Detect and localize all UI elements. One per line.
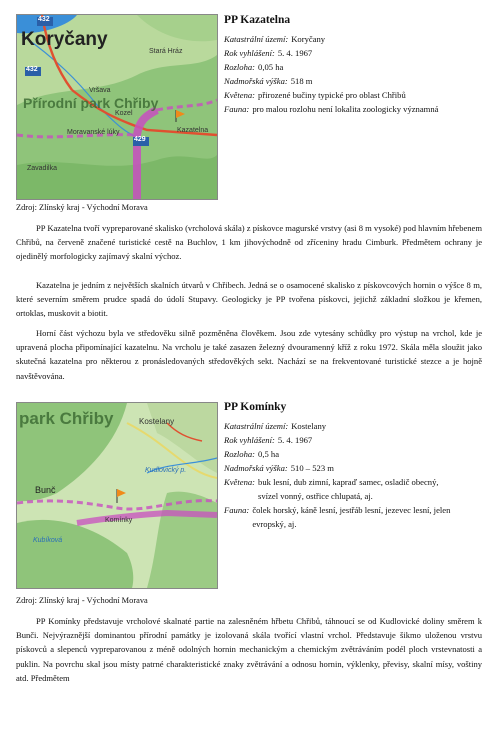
field-value: Koryčany: [291, 34, 326, 44]
field-value: čolek horský, káně lesní, jestřáb lesní, jezevec lesní, jelen evropský, aj.: [252, 505, 451, 529]
paragraph-kazatelna-2: Kazatelna je jedním z největších skalních útvarů v Chřibech. Jedná se o osamocené skalisko z pískovcových hornin o výšce 8 m, které severním směrem prudce spadá do údolí Stupavy. Geologicky je PP tvořena pískovci, jejichž základní složkou je křemen, ortoklas, muskovit a biotit.: [16, 280, 482, 319]
road-number: 429: [134, 136, 146, 143]
info-panel-kazatelna: [224, 14, 479, 116]
field-label: Katastrální území:: [224, 34, 289, 44]
field-value: Kostelany: [291, 421, 327, 431]
field-value: přirozené bučiny typické pro oblast Chřibů: [258, 90, 406, 100]
map-label-kominky: Komínky: [105, 517, 133, 524]
map-source-kazatelna: Zdroj: Zlínský kraj - Východní Morava: [16, 203, 148, 212]
field-value: 5. 4. 1967: [277, 435, 313, 445]
paragraph-kazatelna-1: PP Kazatelna tvoří vypreparované skalisko (vrcholová skála) z pískovce magurské vrstvy (asi 8 m vysoké) pod hlavním hřebenem Chřibů, na červeně značené turistické cestě na Buchlov, 1 km jihovýchodně od zříceniny hradu Cimburk. Předmětem ochrany je ojedinělý morfologicky zajímavý skalní výchoz.: [16, 223, 482, 262]
road-number: 432: [38, 16, 50, 23]
map-label-kozel: Kozel: [115, 110, 133, 117]
map-kominky: [16, 402, 218, 589]
map-label-moravanske: Moravanské lúky: [67, 129, 120, 136]
section-title-kazatelna: PP Kazatelna: [224, 14, 291, 26]
road-number: 432: [26, 66, 38, 73]
field-value: buk lesní, dub zimní, kapraď samec, osladič obecný, svízel vonný, ostřice chlupatá, aj.: [258, 477, 439, 501]
map-label-stara-hraz: Stará Hráz: [149, 48, 183, 55]
map-label-kostelany: Kostelany: [139, 417, 175, 426]
info-panel-kominky: [224, 401, 479, 531]
field-label: Fauna:: [224, 104, 250, 114]
map-label-bunc: Bunč: [35, 485, 56, 495]
field-label: Fauna:: [224, 505, 250, 515]
map-label-zavadilka: Zavadilka: [27, 165, 57, 172]
map-label-kudlovice: Kudlovický p.: [145, 467, 187, 474]
field-value: pro malou rozlohu není lokalita zoologicky významná: [252, 104, 439, 114]
field-label: Nadmořská výška:: [224, 463, 288, 473]
field-label: Rozloha:: [224, 449, 256, 459]
field-label: Rozloha:: [224, 62, 256, 72]
map-label-vrsava: Vršava: [89, 87, 111, 94]
map-kazatelna: [16, 14, 218, 200]
field-label: Květena:: [224, 477, 256, 487]
paragraph-kominky-1: PP Komínky představuje vrcholové skalnaté partie na zalesněném hřbetu Chřibů, táhnoucí se od Kudlovické doliny směrem k Bunči. Nejvýraznější dominantou přírodní památky je izolovaná skála tvořící vlastní vrchol. Představuje šikmo uloženou vrstvu pískovců a slepenců vypreparovanou z méně odolných hornin mechanickým a chemickým zvětráváním podél ploch vrstevnatosti a puklin. Na povrchu skal jsou místy patrné charakteristické znaky zvětrávání a odnosu hornin, výklenky, převisy, skalní mísy, voštiny atd. Předmětem: [16, 616, 482, 683]
field-value: 5. 4. 1967: [277, 48, 313, 58]
section-title-kominky: PP Komínky: [224, 401, 287, 413]
map-label-kubilova: Kubíková: [33, 537, 63, 544]
map-label-park: park Chřiby: [19, 409, 114, 428]
map-label-town: Koryčany: [21, 29, 108, 50]
field-label: Rok vyhlášení:: [224, 435, 275, 445]
field-label: Katastrální území:: [224, 421, 289, 431]
paragraph-kazatelna-3: Horní část výchozu byla ve středověku silně pozměněna člověkem. Jsou zde vytesány schůdky pro výstup na vrchol, kde je upravená plocha připomínající kazatelnu. Na vrcholu je také zasazen železný dvouramenný kříž z roku 1972. Skála měla sloužit jako skutečná kazatelna pro některou z pronásledovaných středověkých sekt. Nachází se na frekventované turistické stezce a je hojně navštěvována.: [16, 328, 482, 381]
map-source-kominky: Zdroj: Zlínský kraj - Východní Morava: [16, 596, 148, 605]
field-value: 0,05 ha: [258, 62, 284, 72]
field-label: Nadmořská výška:: [224, 76, 288, 86]
field-value: 510 – 523 m: [290, 463, 334, 473]
map-label-park: Přírodní park Chřiby: [23, 95, 159, 111]
field-label: Rok vyhlášení:: [224, 48, 275, 58]
field-value: 0,5 ha: [258, 449, 280, 459]
field-label: Květena:: [224, 90, 256, 100]
field-value: 518 m: [290, 76, 313, 86]
map-label-kazatelna: Kazatelna: [177, 127, 209, 134]
